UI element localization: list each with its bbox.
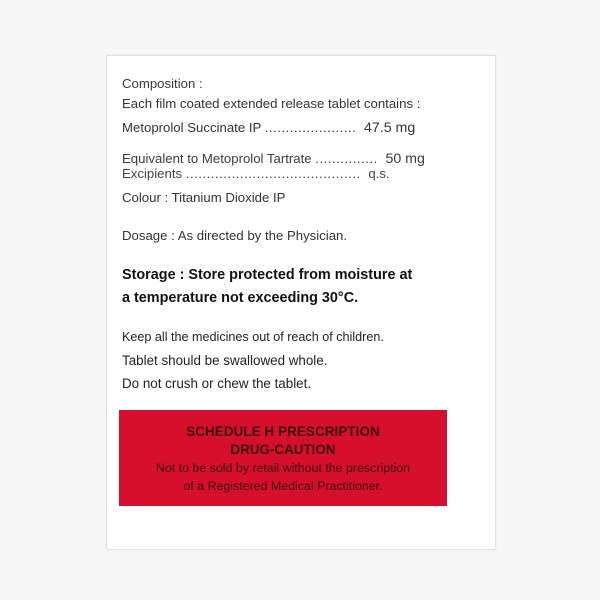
ingredient-row-metoprolol-succinate — [122, 120, 474, 136]
note-do-not-crush: Do not crush or chew the tablet. — [122, 376, 312, 391]
caution-text-line-1: Not to be sold by retail without the prescription — [155, 461, 411, 475]
ingredient-name: Metoprolol Succinate IP — [122, 120, 262, 135]
ingredient-row-excipients — [122, 166, 474, 182]
composition-heading: Composition : — [122, 76, 203, 91]
ingredient-amount: 50 mg — [385, 151, 425, 167]
ingredient-amount: 47.5 mg — [364, 120, 416, 136]
dot-leader: ............... — [315, 151, 378, 166]
safety-notes — [122, 326, 482, 395]
dosage-info: Dosage : As directed by the Physician. — [122, 228, 348, 243]
dot-leader: ...................... — [264, 120, 357, 135]
ingredient-row-equivalent-tartrate — [122, 151, 474, 167]
colour-info: Colour : Titanium Dioxide IP — [122, 190, 286, 205]
dot-leader: .......................................... — [185, 166, 361, 181]
ingredient-amount: q.s. — [368, 166, 390, 181]
storage-instructions — [122, 264, 482, 310]
ingredient-name: Equivalent to Metoprolol Tartrate — [122, 151, 312, 166]
storage-text-line-1: Store protected from moisture at — [188, 267, 413, 283]
ingredient-name: Excipients — [122, 166, 183, 181]
medicine-label — [106, 55, 496, 550]
note-swallow-whole: Tablet should be swallowed whole. — [122, 353, 328, 368]
storage-label: Storage : — [122, 267, 185, 283]
note-keep-out-of-reach: Keep all the medicines out of reach of children. — [122, 330, 384, 344]
storage-text-line-2: a temperature not exceeding 30°C. — [122, 290, 359, 306]
caution-text-line-2: of a Registered Medical Practitioner. — [183, 479, 383, 493]
caution-heading-line-1: SCHEDULE H PRESCRIPTION — [186, 424, 380, 439]
caution-heading-line-2: DRUG-CAUTION — [230, 442, 336, 457]
composition-intro: Each film coated extended release tablet contains : — [122, 96, 421, 111]
schedule-h-caution-box — [119, 410, 447, 506]
